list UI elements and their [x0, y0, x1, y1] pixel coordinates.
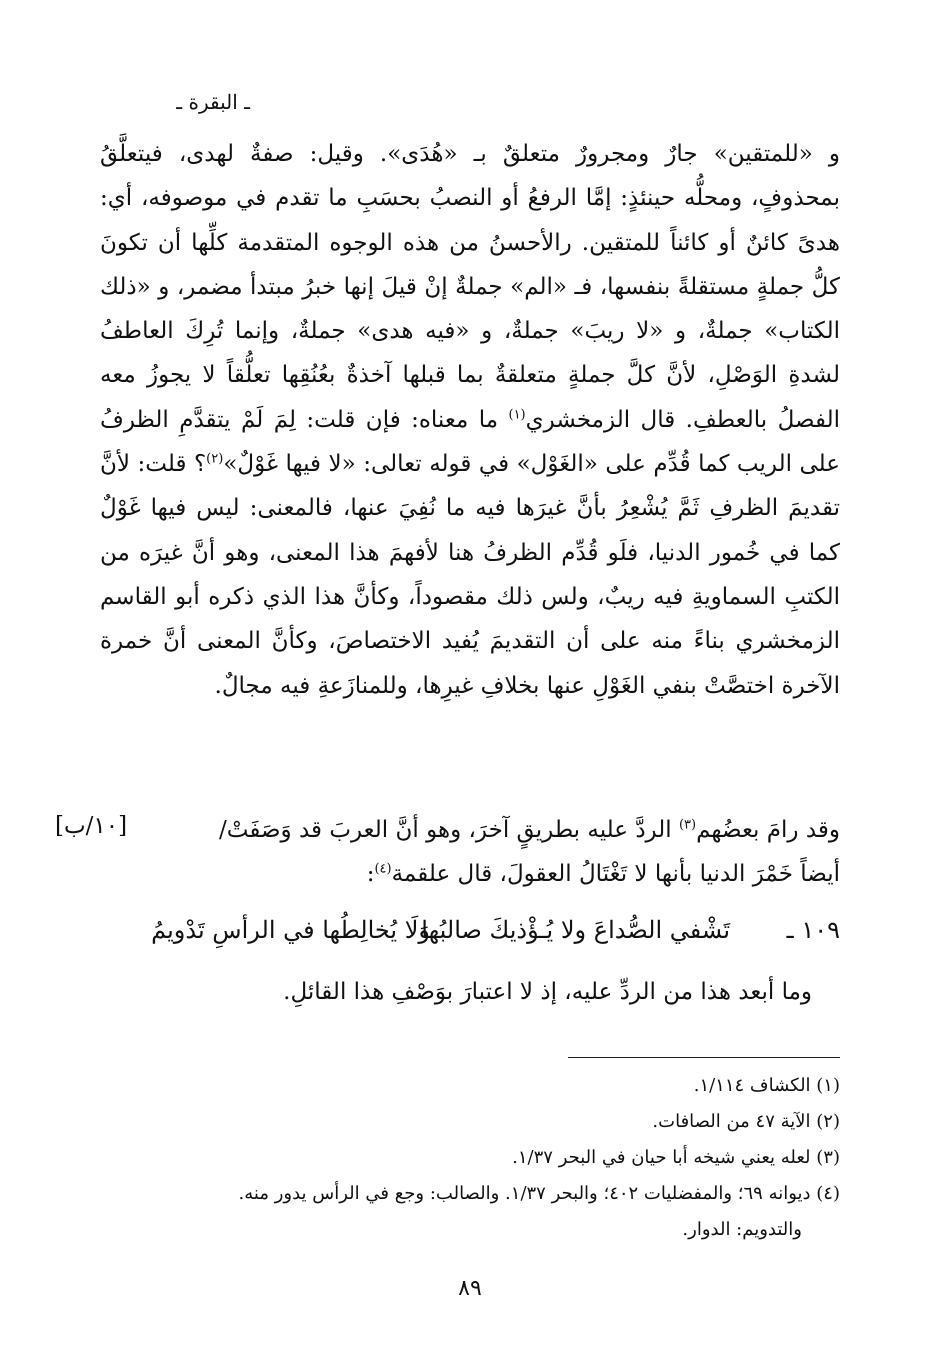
paragraph-part-a: و «للمتقين» جارٌ ومجرورٌ متعلقٌ بـ «هُدَى». وقيل: صفةٌ لهدى، فيتعلَّقُ بمحذوفٍ، ومحلُّه حينئذٍ: إمَّا الرفعُ أو النصبُ بحسَبِ ما تقدم في موصوفه، أي: هدىً كائنٌ أو كائناً للمتقين. رالأحسنُ من هذه الوجوه المتقدمة كلِّها أن تكونَ كلُّ جملةٍ مستقلةً بنفسها، فـ «الم» جملةٌ إنْ قيلَ إنها خبرُ مبتدأ مضمر، و «ذلك الكتاب» جملةٌ، و «لا ريبَ» جملةٌ، و «فيه هدى» جملةٌ، وإنما تُرِكَ العاطفُ لشدةِ الوَصْلِ، لأنَّ كلَّ جملةٍ متعلقةٌ بما قبلها آخذةٌ بعُنُقِها تعلُّقاً لا يجوزُ معه الفصلُ بالعطفِ. قال الزمخشري — [100, 141, 840, 433]
paragraph-part-b: ما معناه: فإن قلت: لِمَ لَمْ يتقدَّمِ الظرفُ على الريب كما قُدِّم على «الغَوْل» في قوله تعالى: «لا فيها غَوْلٌ» — [100, 406, 840, 478]
paragraph-text — [100, 132, 840, 708]
running-header: ـ البقرة ـ — [176, 90, 250, 114]
main-paragraph — [100, 132, 840, 708]
page-number: ٨٩ — [458, 1276, 482, 1301]
verse-second-hemistich: وَلَا يُخالِطُها في الرأسِ تَدْويمُ — [151, 916, 430, 944]
footnote-divider — [568, 1057, 840, 1058]
line-text: الردَّ عليه بطريقٍ آخرَ، وهو أنَّ العربَ قد وَصَفَتْ/ — [219, 817, 679, 843]
line-text: أيضاً خَمْرَ الدنيا بأنها لا تَغْتَالُ العقولَ، قال علقمة — [391, 861, 840, 887]
footnote-4: (٤) ديوانه ٦٩؛ والمفضليات ٤٠٢؛ والبحر ١/٣٧. والصالب: وجع في الرأس يدور منه. — [238, 1183, 840, 1204]
paragraph-line — [100, 808, 840, 852]
footnote-3: (٣) لعله يعني شيخه أبا حيان في البحر ١/٣٧. — [512, 1147, 840, 1168]
footnote-2: (٢) الآية ٤٧ من الصافات. — [652, 1111, 840, 1132]
footnote-ref-4[interactable]: (٤) — [374, 861, 392, 877]
manuscript-folio-marker: [١٠/ب] — [55, 813, 128, 839]
line-text: وقد رامَ بعضُهم — [696, 817, 840, 843]
footnote-ref-2[interactable]: (٢) — [206, 451, 224, 467]
footnote-ref-3[interactable]: (٣) — [678, 817, 697, 833]
second-paragraph — [100, 808, 840, 896]
verse-number: ١٠٩ ـ — [786, 916, 840, 944]
closing-line: وما أبعد هذا من الردِّ عليه، إذ لا اعتبارَ بوَصْفِ هذا القائلِ. — [283, 979, 812, 1005]
paragraph-line — [100, 852, 840, 896]
verse-first-hemistich: تَشْفي الصُّداعَ ولا يُـؤْذيكَ صالبُها — [421, 916, 730, 944]
paragraph-part-c: ؟ قلت: لأنَّ تقديمَ الظرفِ ثَمَّ يُشْعِرُ بأنَّ غيرَها فيه ما نُفِيَ عنها، فالمعنى: ليس فيها غَوْلٌ كما في خُمور الدنيا، فلَو قُدِّم الظرفُ هنا لأفهمَ هذا المعنى، وهو أنَّ غيرَه من الكتبِ السماويةِ فيه ريبٌ، ولس ذلك مقصوداً، وكأنَّ هذا الذي ذكره أبو القاسم الزمخشري بناءً منه على أن التقديمَ يُفيد الاختصاصَ، وكأنَّ المعنى أنَّ خمرة الآخرة اختصَّتْ بنفي الغَوْلِ عنها بخلافِ غيرِها، وللمنازَعةِ فيه مجالٌ. — [100, 451, 840, 699]
footnotes — [100, 1068, 840, 1248]
footnote-1: (١) الكشاف ١/١١٤. — [693, 1075, 840, 1096]
poetry-verse — [100, 906, 840, 954]
footnote-4-continuation: والتدويم: الدوار. — [682, 1219, 802, 1240]
line-text: : — [366, 861, 375, 887]
footnote-ref-1[interactable]: (١) — [508, 407, 526, 423]
